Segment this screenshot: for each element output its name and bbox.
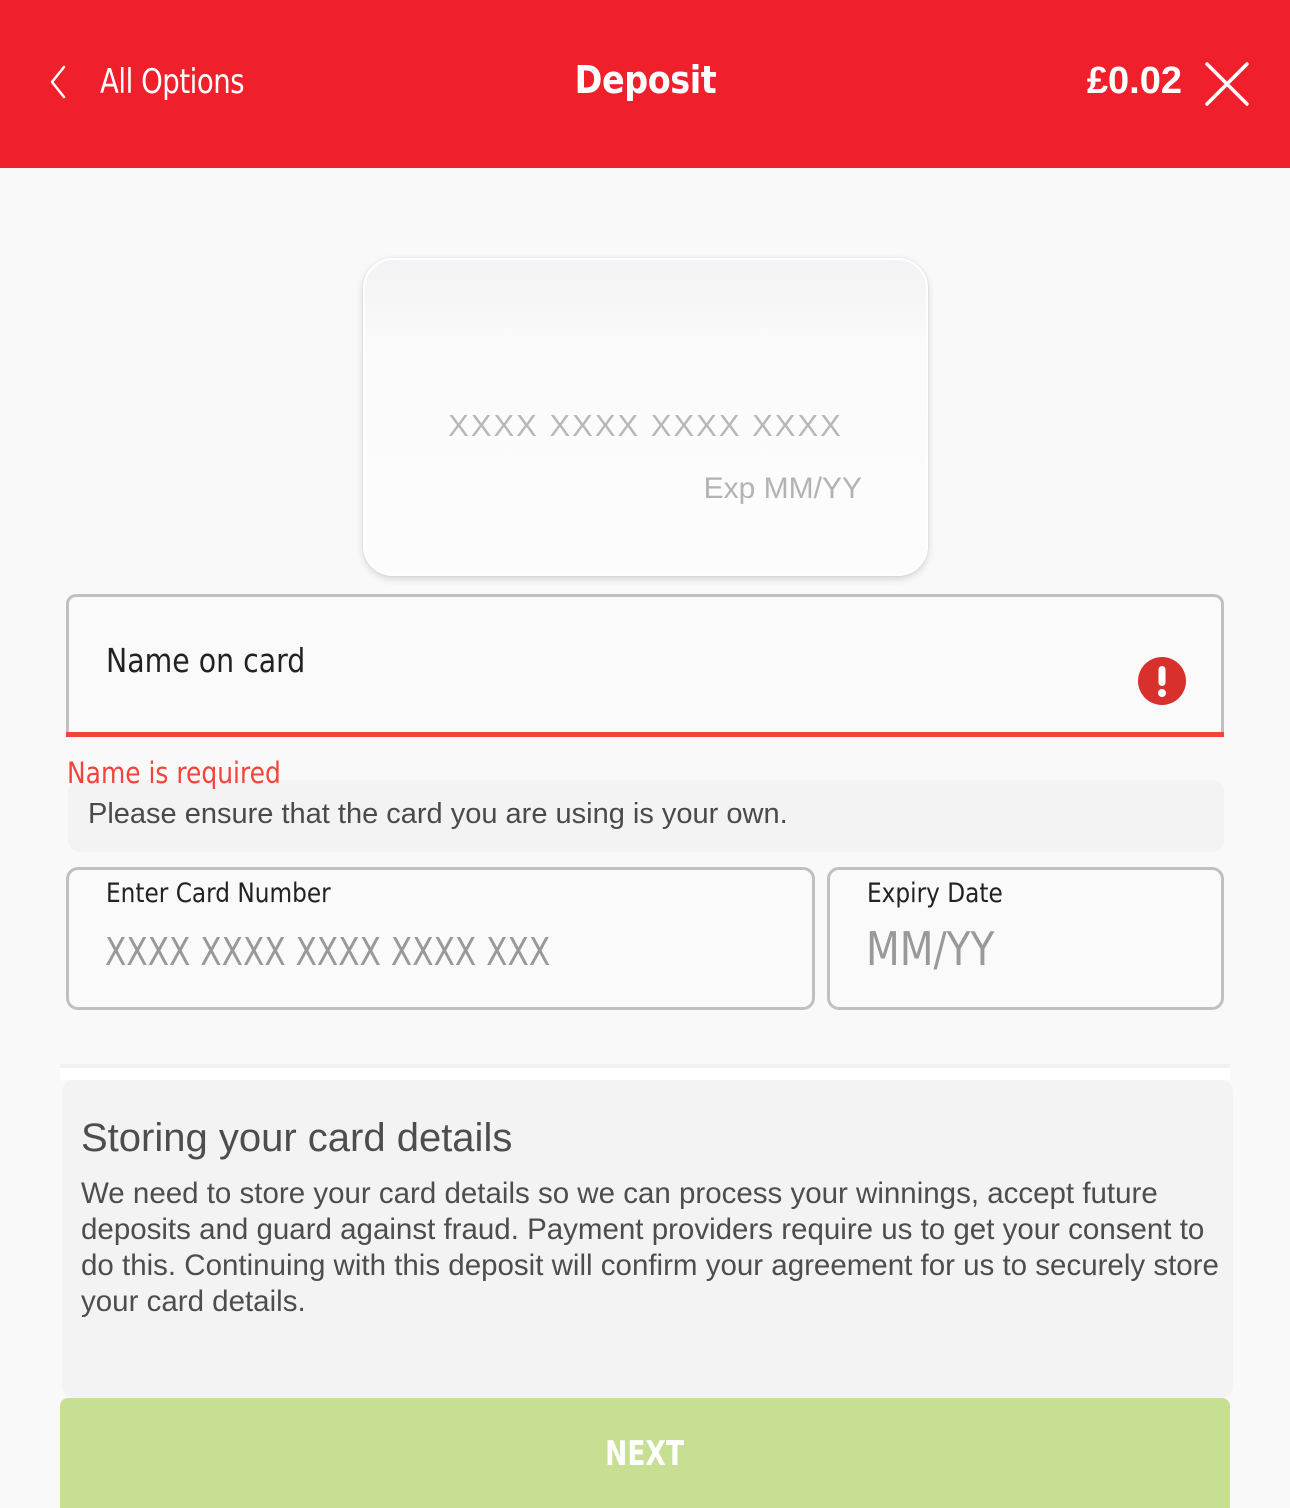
storing-card-details-panel (62, 1080, 1233, 1398)
name-on-card-label: Name on card (106, 641, 306, 680)
name-on-card-field[interactable] (66, 594, 1224, 737)
storing-title: Storing your card details (81, 1116, 513, 1160)
back-label: All Options (100, 62, 245, 102)
own-card-notice (68, 780, 1224, 852)
close-icon (1203, 95, 1251, 112)
card-preview (363, 258, 928, 576)
card-preview-expiry: Exp MM/YY (703, 472, 862, 505)
expiry-date-label: Expiry Date (867, 878, 1003, 909)
expiry-date-input[interactable] (866, 922, 1121, 976)
section-divider-gap (60, 1068, 1230, 1080)
error-exclamation-icon (1137, 656, 1187, 706)
card-number-input[interactable] (105, 930, 597, 974)
name-error-message: Name is required (67, 756, 281, 790)
notice-text: Please ensure that the card you are using is your own. (88, 798, 788, 830)
card-number-label: Enter Card Number (106, 878, 331, 909)
card-number-field[interactable] (66, 867, 815, 1010)
card-preview-number: XXXX XXXX XXXX XXXX (448, 408, 843, 443)
storing-body: We need to store your card details so we can process your winnings, accept future deposits and guard against fraud. Payment providers require us to get your consent to do this. Continuing with this deposit will confirm your agreement for us to securely store your card details. (81, 1177, 1219, 1318)
next-button[interactable] (60, 1398, 1230, 1508)
balance-amount: £0.02 (1086, 60, 1182, 102)
next-label: NEXT (605, 1434, 685, 1474)
expiry-date-field[interactable] (827, 867, 1224, 1010)
error-underline (66, 732, 1224, 737)
close-button[interactable] (1203, 60, 1251, 108)
page-title: Deposit (574, 58, 716, 102)
header-bar (0, 0, 1290, 168)
